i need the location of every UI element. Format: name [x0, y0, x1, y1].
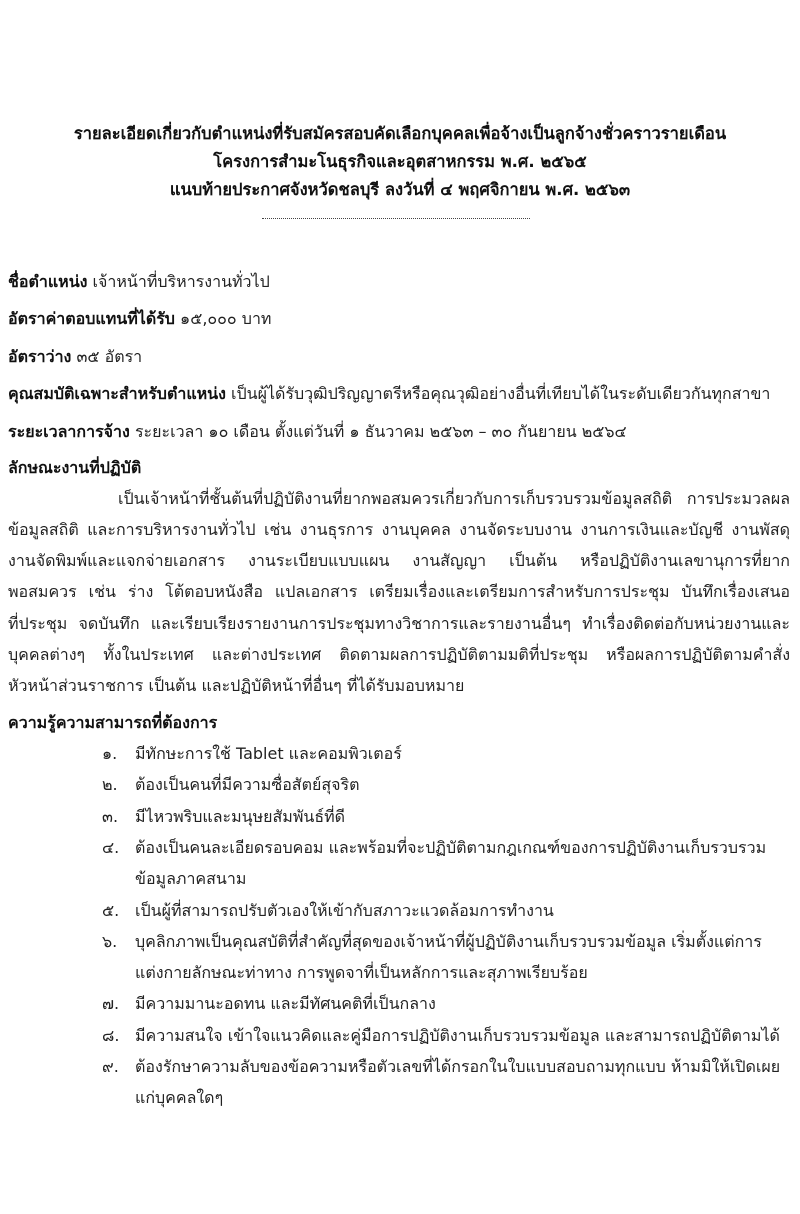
duties-line: ที่ประชุม จดบันทึก และเรียบเรียงรายงานการประชุมทางวิชาการและรายงานอื่นๆ ทำเรื่องติดต่อกับหน่วยงานและ [8, 614, 790, 633]
skill-text: มีทักษะการใช้ Tablet และคอมพิวเตอร์ [135, 744, 402, 763]
skill-text: ข้อมูลภาคสนาม [135, 869, 247, 889]
field-vacancies [8, 345, 790, 370]
field-value: ๓๕ อัตรา [76, 347, 143, 366]
header-line-2: โครงการสำมะโนธุรกิจและอุตสาหกรรม พ.ศ. ๒๕๖๕ [213, 152, 587, 171]
skill-number: ๘. [102, 1025, 120, 1045]
dotted-divider [262, 214, 530, 219]
duties-line: เป็นเจ้าหน้าที่ชั้นต้นที่ปฏิบัติงานที่ยากพอสมควรเกี่ยวกับการเก็บรวบรวมข้อมูลสถิติ การประมวลผล [118, 489, 790, 508]
skills-heading: ความรู้ความสามารถที่ต้องการ [8, 713, 218, 732]
skill-number: ๕. [102, 900, 120, 920]
skill-number: ๔. [102, 837, 120, 857]
duties-line: งานจัดพิมพ์และแจกจ่ายเอกสาร งานระเบียบแบบแผน งานสัญญา เป็นต้น หรือปฏิบัติงานเลขานุการที่ยาก [8, 551, 790, 570]
field-value: เป็นผู้ได้รับวุฒิปริญญาตรีหรือคุณวุฒิอย่างอื่นที่เทียบได้ในระดับเดียวกันทุกสาขา [231, 384, 771, 403]
duties-heading: ลักษณะงานที่ปฏิบัติ [8, 458, 142, 477]
header-line-1: รายละเอียดเกี่ยวกับตำแหน่งที่รับสมัครสอบคัดเลือกบุคคลเพื่อจ้างเป็นลูกจ้างชั่วคราวรายเดือน [73, 124, 727, 143]
skill-number: ๑. [102, 744, 118, 763]
skill-text: ต้องรักษาความลับของข้อความหรือตัวเลขที่ได้กรอกในใบแบบสอบถามทุกแบบ ห้ามมิให้เปิดเผย [135, 1057, 781, 1076]
field-value: เจ้าหน้าที่บริหารงานทั่วไป [92, 272, 270, 291]
field-position-name [8, 270, 790, 295]
duties-line: หัวหน้าส่วนราชการ เป็นต้น และปฏิบัติหน้าที่อื่นๆ ที่ได้รับมอบหมาย [8, 676, 465, 695]
field-value: ๑๕,๐๐๐ บาท [180, 309, 272, 328]
field-label: ระยะเวลาการจ้าง [8, 422, 130, 441]
skill-text: ต้องเป็นคนที่มีความซื่อสัตย์สุจริต [135, 775, 360, 795]
duties-line: พอสมควร เช่น ร่าง โต้ตอบหนังสือ แปลเอกสาร เตรียมเรื่องและเตรียมการสำหรับการประชุม บันทึกเรื่องเสนอ [8, 582, 790, 601]
skill-number: ๗. [102, 994, 120, 1014]
skill-text: ต้องเป็นคนละเอียดรอบคอม และพร้อมที่จะปฏิบัติตามกฎเกณฑ์ของการปฏิบัติงานเก็บรวบรวม [135, 837, 767, 857]
skill-text: บุคลิกภาพเป็นคุณสบัติที่สำคัญที่สุดของเจ้าหน้าที่ผู้ปฏิบัติงานเก็บรวบรวมข้อมูล เริ่มตั้งแต่การ [135, 931, 762, 951]
skill-number: ๙. [102, 1057, 119, 1076]
field-label: อัตราค่าตอบแทนที่ได้รับ [8, 309, 175, 328]
skill-text: มีความมานะอดทน และมีทัศนคติที่เป็นกลาง [135, 994, 436, 1014]
skill-text: แก่บุคคลใดๆ [135, 1088, 224, 1108]
skill-number: ๖. [102, 931, 118, 951]
duties-line: บุคคลต่างๆ ทั้งในประเทศ และต่างประเทศ ติดตามผลการปฏิบัติตามมติที่ประชุม หรือผลการปฏิบัติตามคำสั่ง [8, 645, 790, 664]
field-employment-period [8, 420, 790, 445]
duties-line: ข้อมูลสถิติ และการบริหารงานทั่วไป เช่น งานธุรการ งานบุคคล งานจัดระบบงาน งานการเงินและบัญชี งานพัสดุ [8, 520, 790, 539]
header-line-3: แนบท้ายประกาศจังหวัดชลบุรี ลงวันที่ ๔ พฤศจิกายน พ.ศ. ๒๕๖๓ [169, 180, 631, 199]
field-label: ชื่อตำแหน่ง [8, 272, 88, 291]
field-qualification [8, 382, 790, 407]
field-label: คุณสมบัติเฉพาะสำหรับตำแหน่ง [8, 384, 226, 403]
field-label: อัตราว่าง [8, 347, 72, 366]
field-value: ระยะเวลา ๑๐ เดือน ตั้งแต่วันที่ ๑ ธันวาคม ๒๕๖๓ – ๓๐ กันยายน ๒๕๖๔ [134, 422, 627, 441]
skill-text: มีไหวพริบและมนุษยสัมพันธ์ที่ดี [135, 806, 346, 826]
skill-text: แต่งกายลักษณะท่าทาง การพูดจาที่เป็นหลักการและสุภาพเรียบร้อย [135, 963, 588, 983]
field-salary [8, 307, 790, 332]
skill-number: ๓. [102, 806, 119, 826]
skill-number: ๒. [102, 775, 118, 795]
skill-text: เป็นผู้ที่สามารถปรับตัวเองให้เข้ากับสภาวะแวดล้อมการทำงาน [135, 900, 554, 920]
skill-text: มีความสนใจ เข้าใจแนวคิดและคู่มือการปฏิบัติงานเก็บรวบรวมข้อมูล และสามารถปฏิบัติตามได้ [135, 1025, 780, 1045]
